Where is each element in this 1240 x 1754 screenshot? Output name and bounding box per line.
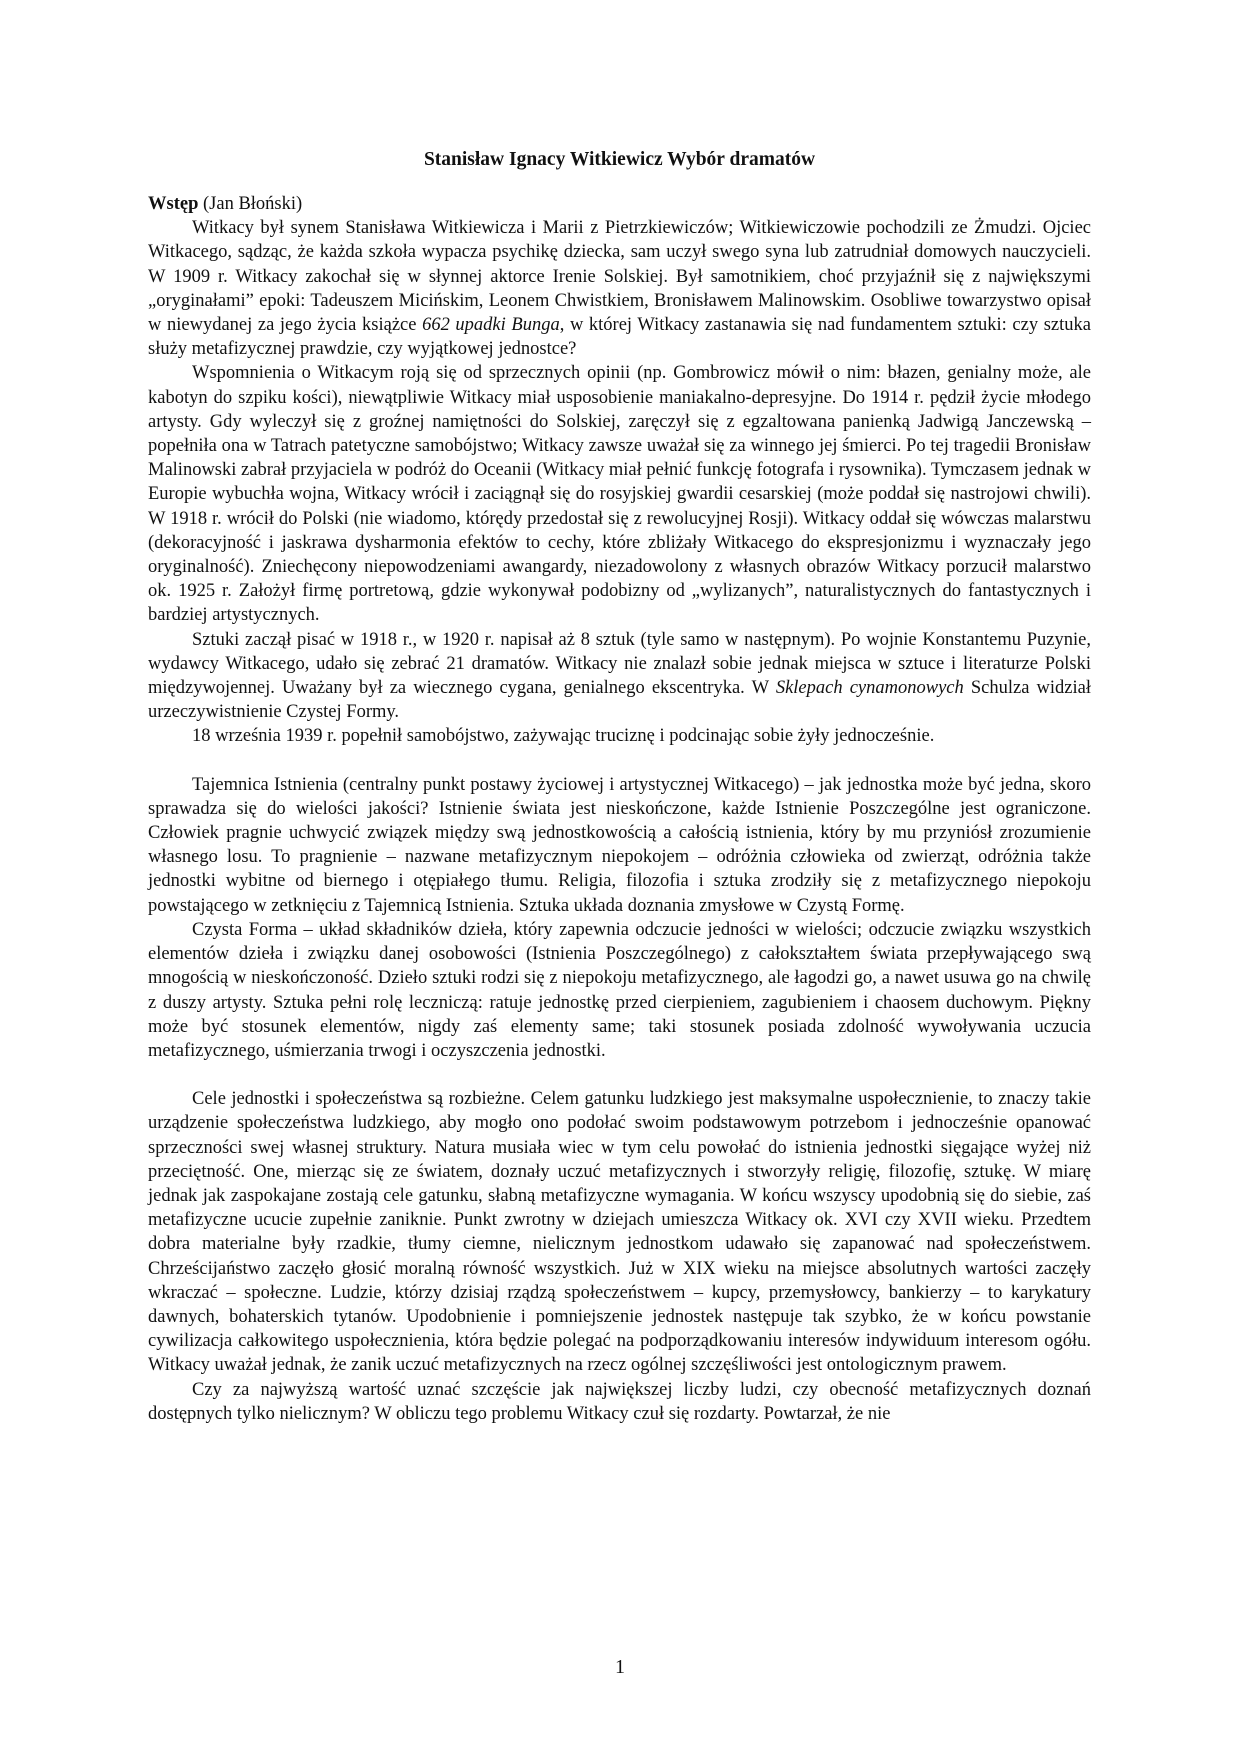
paragraph-death: 18 września 1939 r. popełnił samobójstwo, zażywając truciznę i podcinając sobie żyły jednocześnie. — [192, 726, 935, 747]
paragraph-plays — [148, 628, 1091, 725]
book-title: Sklepach cynamonowych — [775, 678, 964, 699]
paragraph-mystery-of-existence: Tajemnica Istnienia (centralny punkt postawy życiowej i artystycznej Witkacego) – jak jednostka może być jedna, skoro sprawadza się do wielości jakości? Istnienie świata jest nieskończone, każde Istnienie Poszczególne jest ograniczone. Człowiek pragnie uchwycić związek między swą jednostkowością a całością istnienia, który by mu przyniósł zrozumienie własnego losu. To pragnienie – nazwane metafizycznym niepokojem – odróżnia człowieka od zwierząt, odróżnia także jednostki wybitne od biernego i otępiałego tłumu. Religia, filozofia i sztuka zrodziły się z metafizycznego niepokoju powstającego w zetknięciu z Tajemnicą Istnienia. Sztuka układa doznania zmysłowe w Czystą Formę. — [148, 774, 1091, 916]
section-heading — [148, 192, 1091, 216]
section-label: Wstęp — [148, 194, 199, 214]
paragraph-biography — [148, 216, 1091, 361]
document-body — [148, 148, 1091, 1426]
paragraph-text: Schulza widział urzeczywistnienie Czystej Formy. — [148, 678, 1091, 723]
paragraph-text: Witkacy był synem Stanisława Witkiewicza i Marii z Pietrzkiewiczów; Witkiewiczowie pochodzili ze Żmudzi. Ojciec Witkacego, sądząc, że każda szkoła wypacza psychikę dziecka, sam uczył swego syna lub zatrudniał domowych nauczycieli. W 1909 r. Witkacy zakochał się w słynnej aktorce Irenie Solskiej. Był samotnikiem, choć przyjaźnił się z największymi „oryginałami” epoki: Tadeuszem Micińskim, Leonem Chwistkiem, Bronisławem Malinowskim. Osobliwe towarzystwo opisał w niewydanej za jego życia książce — [148, 218, 1091, 336]
paragraph-pure-form: Czysta Forma – układ składników dzieła, który zapewnia odczucie jedności w wielości; odczucie związku wszystkich elementów dzieła i związku danej osobowości (Istnienia Poszczególnego) z całokształtem świata przepływającego swą mnogością w nieskończoność. Dzieło sztuki rodzi się z niepokoju metafizycznego, ale łagodzi go, a nawet usuwa go na chwilę z duszy artysty. Sztuka pełni rolę leczniczą: ratuje jednostkę przed cierpieniem, zagubieniem i chaosem duchowym. Piękny może być stosunek elementów, nigdy zaś elementy same; taki stosunek posiada zdolność wywoływania uczucia metafizycznego, uśmierzania trwogi i oczyszczenia jednostki. — [148, 919, 1091, 1061]
page-number: 1 — [615, 1656, 625, 1678]
book-title: 662 upadki Bunga — [422, 315, 560, 336]
paragraph-happiness: Czy za najwyższą wartość uznać szczęście jak największej liczby ludzi, czy obecność metafizycznych doznań dostępnych tylko nielicznym? W obliczu tego problemu Witkacy czuł się rozdarty. Powtarzał, że nie — [148, 1379, 1091, 1424]
paragraph-society: Cele jednostki i społeczeństwa są rozbieżne. Celem gatunku ludzkiego jest maksymalne uspołecznienie, to znaczy takie urządzenie społeczeństwa ludzkiego, aby mogło ono podołać swoim podstawowym potrzebom i jednocześnie opanować sprzeczności swej własnej struktury. Natura musiała wiec w tym celu powołać do istnienia jednostki sięgające wyżej niż przeciętność. One, mierząc się ze światem, doznały uczuć metafizycznych i stworzyły religię, filozofię, sztukę. W miarę jednak jak zaspokajane zostają cele gatunku, słabną metafizyczne wymagania. W końcu wszyscy upodobnią się do siebie, zaś metafizyczne ucucie zupełnie zaniknie. Punkt zwrotny w dziejach umieszcza Witkacy ok. XVI czy XVII wieku. Przedtem dobra materialne były rzadkie, tłumy ciemne, nielicznym jednostkom udawało się zapanować nad społeczeństwem. Chrześcijaństwo zaczęło głosić moralną równość wszystkich. Już w XIX wieku na miejsce absolutnych wartości zaczęły wkraczać – społeczne. Ludzie, którzy dzisiaj rządzą społeczeństwem – kupcy, przemysłowcy, bankierzy – to karykatury dawnych, bohaterskich tytanów. Upodobnienie i pomniejszenie jednostek następuje tak szybko, że w końcu powstanie cywilizacja całkowitego uspołecznienia, która będzie polegać na podporządkowaniu interesów indywiduum interesom ogółu. Witkacy uważał jednak, że zanik uczuć metafizycznych na rzecz ogólnej szczęśliwości jest ontologicznym prawem. — [148, 1089, 1091, 1376]
document-title: Stanisław Ignacy Witkiewicz Wybór dramatów — [423, 149, 816, 170]
section-author: (Jan Błoński) — [198, 194, 303, 214]
paragraph-text: Sztuki zaczął pisać w 1918 r., w 1920 r. napisał aż 8 sztuk (tyle samo w następnym). Po wojnie Konstantemu Puzynie, wydawcy Witkacego, udało się zebrać 21 dramatów. Witkacy nie znalazł sobie jednak miejsca w sztuce i literaturze Polski międzywojennej. Uważany był za wiecznego cygana, genialnego ekscentryka. W — [148, 629, 1091, 699]
paragraph-memories: Wspomnienia o Witkacym roją się od sprzecznych opinii (np. Gombrowicz mówił o nim: błazen, genialny może, ale kabotyn do szpiku kości), niewątpliwie Witkacy miał usposobienie maniakalno-depresyjne. Do 1914 r. pędził życie młodego artysty. Gdy wyleczył się z groźnej namiętności do Solskiej, zaręczył się z egzaltowana panienką Jadwigą Janczewską – popełniła ona w Tatrach patetyczne samobójstwo; Witkacy zawsze uważał się za winnego jej śmierci. Po tej tragedii Bronisław Malinowski zabrał przyjaciela w podróż do Oceanii (Witkacy miał pełnić funkcję fotografa i rysownika). Tymczasem jednak w Europie wybuchła wojna, Witkacy wrócił i zaciągnął się do rosyjskiej gwardii cesarskiej (może poddał się nastrojowi chwili). W 1918 r. wrócił do Polski (nie wiadomo, którędy przedostał się z rewolucyjnej Rosji). Witkacy oddał się wówczas malarstwu (dekoracyjność i jaskrawa dysharmonia efektów to cechy, które zbliżały Witkacego do ekspresjonizmu i wyznaczały jego oryginalność). Zniechęcony niepowodzeniami awangardy, niezadowolony z własnych obrazów Witkacy porzucił malarstwo ok. 1925 r. Założył firmę portretową, gdzie wykonywał podobizny od „wylizanych”, naturalistycznych do fantastycznych i bardziej artystycznych. — [148, 363, 1091, 626]
paragraph-text: , w której Witkacy zastanawia się nad fundamentem sztuki: czy sztuka służy metafizycznej prawdzie, czy wyjątkowej jednostce? — [148, 315, 1091, 360]
